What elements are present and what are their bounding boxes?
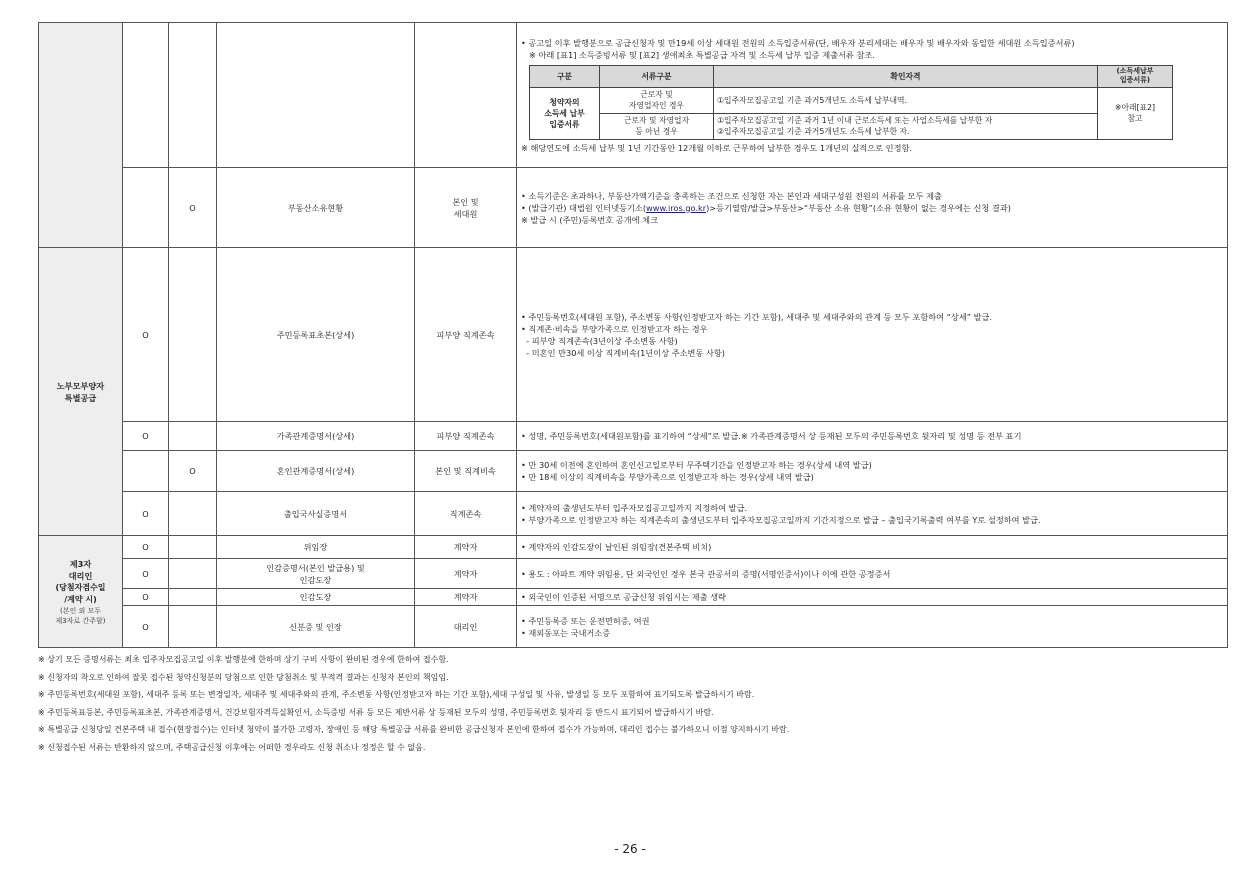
mark-required: O bbox=[123, 248, 169, 422]
mark-optional bbox=[169, 422, 217, 451]
mark-optional bbox=[169, 559, 217, 589]
doc-name: 혼인관계증명서(상세) bbox=[217, 451, 415, 492]
subtable-doc-1: 근로자 및 자영업자인 경우 bbox=[600, 87, 714, 113]
doc-name: 부동산소유현황 bbox=[217, 168, 415, 248]
realestate-line-1: • 소득기준은 초과하나, 부동산가액기준을 충족하는 조건으로 신청한 자는 본인과 세대구성원 전원의 서류를 모두 제출 bbox=[521, 190, 942, 201]
table-row bbox=[39, 606, 1228, 648]
mark-optional bbox=[169, 589, 217, 606]
doc-name: 가족관계증명서(상세) bbox=[217, 422, 415, 451]
table-row bbox=[39, 559, 1228, 589]
subtable-header-doc: 서류구분 bbox=[600, 65, 714, 87]
doc-name: 위임장 bbox=[217, 536, 415, 559]
mark-required bbox=[123, 451, 169, 492]
subtable-header-check: 확인자격 bbox=[714, 65, 1098, 87]
note-item: ※ 신청자의 착오로 인하여 잘못 접수된 청약신청분의 당첨으로 인한 당첨취소 및 부적격 결과는 신청자 본인의 책임임. bbox=[38, 672, 449, 682]
doc-name: 인감증명서(본인 발급용) 및 인감도장 bbox=[217, 559, 415, 589]
table-row bbox=[39, 248, 1228, 422]
subtable-header-category: 구분 bbox=[530, 65, 600, 87]
note-item: ※ 주민등록번호(세대원 포함), 세대주 등록 또는 변경일자, 세대주 및 세대주와의 관계, 주소변동 사항(인정받고자 하는 기간 포함),세대 구성일 및 사유, 발생일 등 모두 포함하여 표기되도록 발급하시기 바람. bbox=[38, 690, 755, 699]
subtable-header-proof: (소득세납부 입증서류) bbox=[1098, 65, 1173, 87]
table-row-realestate bbox=[39, 168, 1228, 248]
table-row bbox=[39, 492, 1228, 536]
mark-required: O bbox=[123, 589, 169, 606]
doc-target: 계약자 bbox=[415, 559, 517, 589]
doc-name: 주민등록표초본(상세) bbox=[217, 248, 415, 422]
doc-description: • 성명, 주민등록번호(세대원포함)를 표기하여 “상세”로 발급.※ 가족관계증명서 상 등재된 모두의 주민등록번호 뒷자리 및 성명 등 전부 표기 bbox=[517, 422, 1228, 451]
table-row bbox=[39, 451, 1228, 492]
table-row-income bbox=[39, 23, 1228, 168]
doc-target: 대리인 bbox=[415, 606, 517, 648]
document-page bbox=[38, 22, 1227, 756]
doc-description: • 주민등록번호(세대원 포함), 주소변동 사항(인정받고자 하는 기간 포함), 세대주 및 세대주와의 관계 등 모두 포함하여 “상세” 발급. • 직계존·비속을 부양가족으로 인정받고자 하는 경우 - 피부양 직계존속(3년이상 주소변동 사항) - 미혼인 만30세 이상 직계비속(1년이상 주소변동 사항) bbox=[517, 248, 1228, 422]
doc-name: 출입국사실증명서 bbox=[217, 492, 415, 536]
income-footnote: ※ 해당연도에 소득세 납부 및 1년 기간동안 12개월 이하로 근무하여 납부한 경우도 1개년의 실적으로 인정함. bbox=[521, 142, 913, 153]
note-item: ※ 신청접수된 서류는 반환하지 않으며, 주택공급신청 이후에는 어떠한 경우라도 신청 취소나 정정은 할 수 없음. bbox=[38, 742, 426, 752]
note-item: ※ 특별공급 신청당일 견본주택 내 접수(현장접수)는 인터넷 청약이 불가한 고령자, 장애인 등 해당 특별공급 서류를 완비한 공급신청자 본인에 한하여 접수가 가능하며, 대리인 접수는 불가하오니 이점 양지하시기 바람. bbox=[38, 725, 790, 734]
doc-description: • 용도 : 아파트 계약 위임용, 단 외국인인 경우 본국 관공서의 증명(서명인증서)이나 이에 관한 공정증서 bbox=[517, 559, 1228, 589]
table-row bbox=[39, 422, 1228, 451]
table-row bbox=[39, 589, 1228, 606]
realestate-description bbox=[517, 168, 1228, 248]
mark-optional: O bbox=[169, 168, 217, 248]
mark-optional: O bbox=[169, 451, 217, 492]
doc-name: 신분증 및 인장 bbox=[217, 606, 415, 648]
doc-target: 계약자 bbox=[415, 536, 517, 559]
mark-optional bbox=[169, 536, 217, 559]
mark-required: O bbox=[123, 492, 169, 536]
category-agent: 제3자 대리인 (당첨자겸수일 /계약 시) (본인 외 모두 제3자로 간주함) bbox=[39, 536, 123, 648]
mark-optional bbox=[169, 248, 217, 422]
mark-optional bbox=[169, 492, 217, 536]
subtable-ref: ※아래[표2] 참고 bbox=[1098, 87, 1173, 139]
doc-target: 직계존속 bbox=[415, 492, 517, 536]
note-item: ※ 주민등록표등본, 주민등록표초본, 가족관계증명서, 건강보험자격득실확인서, 소득증빙 서류 등 모든 제반서류 상 등재된 모두의 성명, 주민등록번호 뒷자리 등 반드시 표기되어 발급하시기 바람. bbox=[38, 707, 714, 717]
realestate-line-2: • (발급기관) 대법원 인터넷등기소(www.iros.go.kr)>등기열람/발급>부동산>“부동산 소유 현황”(소유 현황이 없는 경우에는 신청 결과) bbox=[521, 202, 1011, 213]
notes-section bbox=[38, 651, 1227, 756]
mark-required: O bbox=[123, 606, 169, 648]
doc-description: • 계약자의 출생년도부터 입주자모집공고일까지 지정하여 발급. • 부양가족으로 인정받고자 하는 직계존속의 출생년도부터 입주자모집공고일까지 기간지정으로 발급 – 출입국기록출력 여부를 Y로 설정하여 발급. bbox=[517, 492, 1228, 536]
doc-description: • 계약자의 인감도장이 날인된 위임장(견본주택 비치) bbox=[517, 536, 1228, 559]
mark-required: O bbox=[123, 559, 169, 589]
doc-description: • 만 30세 이전에 혼인하여 혼인신고일로부터 무주택기간을 인정받고자 하는 경우(상세 내역 발급) • 만 18세 이상의 직계비속을 부양가족으로 인정받고자 하는 경우(상세 내역 발급) bbox=[517, 451, 1228, 492]
note-item: ※ 상기 모든 증명서류는 최초 입주자모집공고일 이후 발행분에 한하며 상기 구비 사항이 완비된 경우에 한하여 접수함. bbox=[38, 655, 449, 664]
realestate-line-3: ※ 발급 시 (주민)등록번호 공개에 체크 bbox=[521, 214, 658, 225]
mark-optional bbox=[169, 606, 217, 648]
doc-target: 본인 및 세대원 bbox=[415, 168, 517, 248]
mark-required: O bbox=[123, 422, 169, 451]
doc-target: 계약자 bbox=[415, 589, 517, 606]
iros-link[interactable]: www.iros.go.kr bbox=[646, 202, 707, 213]
doc-name: 인감도장 bbox=[217, 589, 415, 606]
doc-target: 피부양 직계존속 bbox=[415, 422, 517, 451]
income-description bbox=[517, 23, 1228, 168]
income-line-1: • 공고일 이후 발행분으로 공급신청자 및 만19세 이상 세대원 전원의 소득입증서류(단, 배우자 분리세대는 배우자 및 배우자와 동일한 세대원 소득입증서류) bbox=[521, 37, 1075, 48]
subtable-check-1: ①입주자모집공고일 기준 과거5개년도 소득세 납부내역. bbox=[714, 87, 1098, 113]
category-cell-continued bbox=[39, 23, 123, 248]
page-number: - 26 - bbox=[614, 842, 646, 856]
income-line-2: ※ 아래 [표1] 소득증빙서류 및 [표2] 생애최초 특별공급 자격 및 소득세 납부 입증 제출서류 참조. bbox=[529, 49, 875, 60]
doc-target: 피부양 직계존속 bbox=[415, 248, 517, 422]
doc-description: • 주민등록증 또는 운전면허증, 여권 • 재외동포는 국내거소증 bbox=[517, 606, 1228, 648]
subtable-check-2: ①입주자모집공고일 기준 과거 1년 이내 근로소득세 또는 사업소득세를 납부한 자 ②입주자모집공고일 기준 과거5개년도 소득세 납부한 자. bbox=[714, 113, 1098, 139]
doc-target: 본인 및 직계비속 bbox=[415, 451, 517, 492]
required-documents-table bbox=[38, 22, 1228, 648]
income-proof-subtable bbox=[529, 65, 1173, 140]
subtable-doc-2: 근로자 및 자영업자 등 아닌 경우 bbox=[600, 113, 714, 139]
table-row bbox=[39, 536, 1228, 559]
category-parents: 노부모부양자 특별공급 bbox=[39, 248, 123, 536]
subtable-row-header: 청약자의 소득세 납부 입증서류 bbox=[530, 87, 600, 139]
mark-required: O bbox=[123, 536, 169, 559]
doc-description: • 외국인이 인증된 서명으로 공급신청 위임시는 제출 생략 bbox=[517, 589, 1228, 606]
